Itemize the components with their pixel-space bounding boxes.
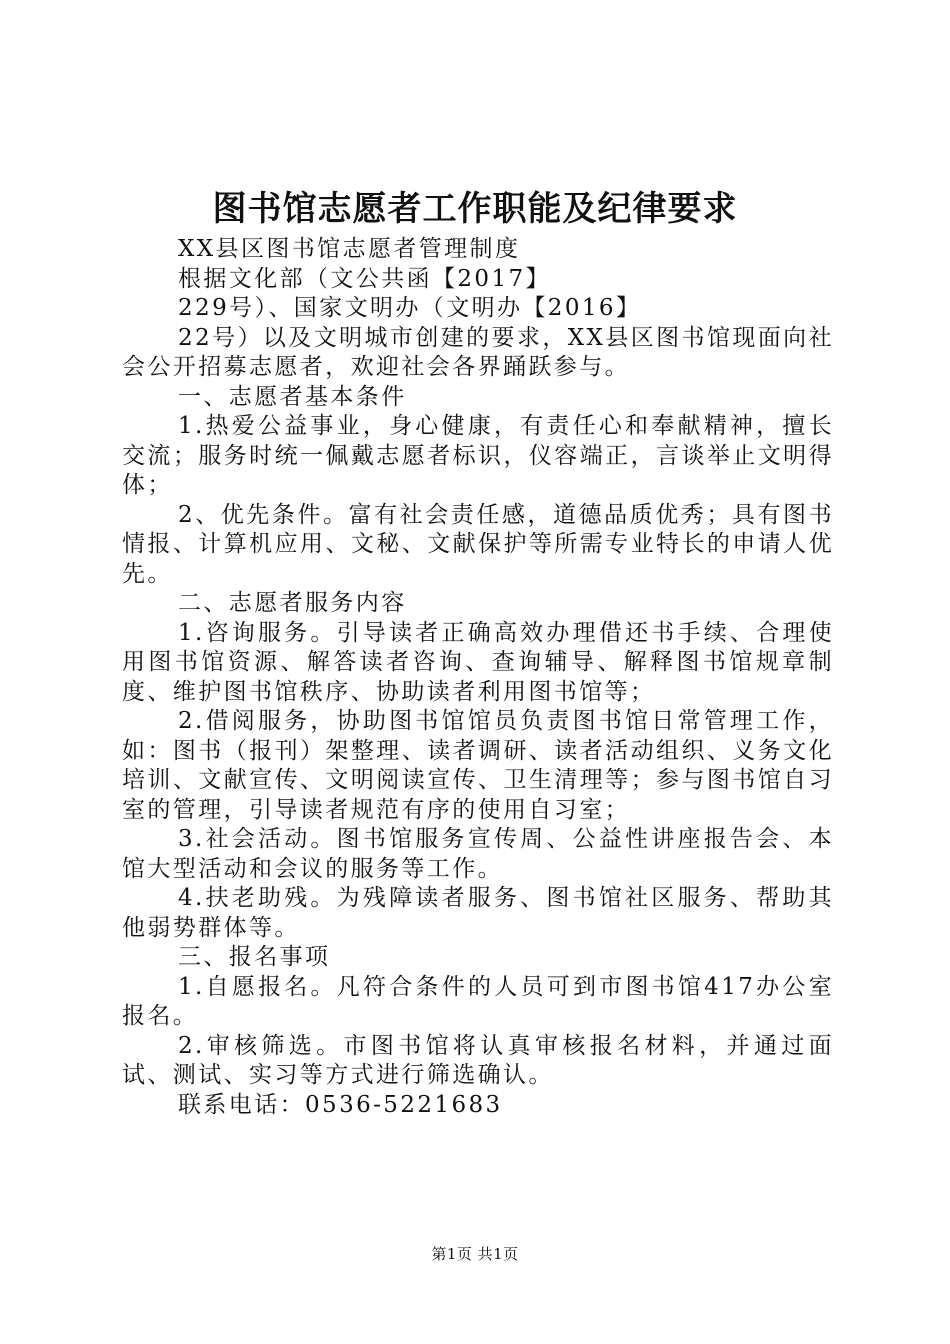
- section-heading-basic-conditions: 一、志愿者基本条件: [178, 383, 407, 410]
- document-title: 图书馆志愿者工作职能及纪律要求: [212, 189, 738, 229]
- paragraph-service-assistance: 4.扶老助残。为残障读者服务、图书馆社区服务、帮助其他弱势群体等。: [122, 885, 834, 941]
- paragraph-service-social: 3.社会活动。图书馆服务宣传周、公益性讲座报告会、本馆大型活动和会议的服务等工作。: [122, 826, 834, 882]
- paragraph-system-name: XX县区图书馆志愿者管理制度: [178, 236, 521, 262]
- section-heading-service-content: 二、志愿者服务内容: [178, 590, 407, 616]
- paragraph-recruitment-intro: 22号）以及文明城市创建的要求，XX县区图书馆现面向社会公开招募志愿者，欢迎社会各界踊跃参与。: [122, 324, 834, 380]
- paragraph-condition-2: 2、优先条件。富有社会责任感，道德品质优秀；具有图书情报、计算机应用、文秘、文献保护等所需专业特长的申请人优先。: [122, 501, 834, 587]
- section-heading-registration: 三、报名事项: [178, 944, 331, 970]
- document-body: [122, 235, 834, 1120]
- page-footer: 第1页 共1页: [431, 1245, 519, 1263]
- paragraph-basis-line-1: 根据文化部（文公共函【2017】: [178, 265, 551, 292]
- paragraph-contact-phone: 联系电话：0536-5221683: [178, 1091, 503, 1118]
- paragraph-basis-line-2: 229号）、国家文明办（文明办【2016】: [178, 295, 642, 321]
- paragraph-registration-review: 2.审核筛选。市图书馆将认真审核报名材料，并通过面试、测试、实习等方式进行筛选确认。: [122, 1032, 834, 1088]
- paragraph-service-lending: 2.借阅服务，协助图书馆馆员负责图书馆日常管理工作，如：图书（报刊）架整理、读者调研、读者活动组织、义务文化培训、文献宣传、文明阅读宣传、卫生清理等；参与图书馆自习室的管理，引导读者规范有序的使用自习室；: [122, 708, 834, 823]
- paragraph-registration-voluntary: 1.自愿报名。凡符合条件的人员可到市图书馆417办公室报名。: [122, 973, 834, 1029]
- paragraph-condition-1: 1.热爱公益事业，身心健康，有责任心和奉献精神，擅长交流；服务时统一佩戴志愿者标识，仪容端正，言谈举止文明得体；: [122, 413, 834, 498]
- paragraph-service-consulting: 1.咨询服务。引导读者正确高效办理借还书手续、合理使用图书馆资源、解答读者咨询、查询辅导、解释图书馆规章制度、维护图书馆秩序、协助读者利用图书馆等；: [122, 619, 834, 705]
